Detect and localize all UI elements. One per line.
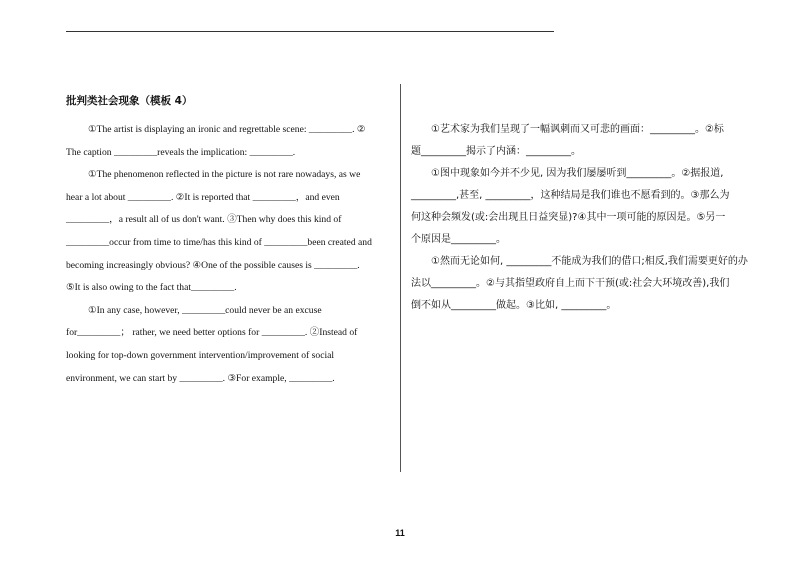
section-title: 批判类社会现象（模板 4） [66, 95, 193, 107]
text-line: for_________； rather, we need better options for _________. ②Instead of [66, 327, 358, 339]
english-paragraph-2 [66, 164, 388, 300]
text-line: _________,甚至, _________，这种结局是我们谁也不愿看到的。③那么为 [411, 190, 730, 201]
text-line: 题_________揭示了内涵：_________。 [411, 146, 581, 157]
text-line: ①艺术家为我们呈现了一幅讽刺而又可悲的画面：_________。②标 [431, 124, 724, 135]
text-line: looking for top-down government intervention/improvement of social [66, 349, 335, 361]
chinese-template-column [411, 119, 748, 317]
column-divider [400, 84, 401, 472]
text-line: ①然而无论如何, _________不能成为我们的借口;相反,我们需要更好的办 [431, 256, 748, 267]
text-line: becoming increasingly obvious? ④One of the possible causes is _________. [66, 259, 360, 271]
text-line: 何这种会频发(或:会出现且日益突显)?④其中一项可能的原因是。⑤另一 [411, 212, 726, 223]
text-line: The caption _________reveals the implication: _________. [66, 146, 296, 158]
text-line: environment, we can start by _________. ③For example, _________. [66, 372, 335, 384]
chinese-paragraph-1 [411, 119, 745, 163]
text-line: _________occur from time to time/has this kind of _________been created and [66, 236, 372, 248]
text-line: 倒不如从_________做起。③比如, _________。 [411, 300, 617, 311]
text-line: hear a lot about _________. ②It is reported that _________，and even [66, 191, 340, 203]
chinese-paragraph-3 [411, 251, 748, 317]
text-line: 个原因是_________。 [411, 234, 506, 245]
text-line: _________，a result all of us don't want. ③Then why does this kind of [66, 214, 342, 226]
english-paragraph-3 [66, 300, 388, 390]
text-line: 法以_________。②与其指望政府自上而下干预(或:社会大环境改善),我们 [411, 278, 730, 289]
english-template-column [66, 93, 388, 390]
text-line: ①In any case, however, _________could never be an excuse [88, 304, 322, 316]
chinese-paragraph-2 [411, 163, 745, 251]
text-line: ①图中现象如今并不少见, 因为我们屡屡听到_________。②据报道, [431, 168, 724, 179]
text-line: ①The artist is displaying an ironic and regrettable scene: _________. ② [88, 124, 366, 135]
text-line: ⑤It is also owing to the fact that_________. [66, 282, 237, 294]
header-rule [66, 31, 554, 32]
text-line: ①The phenomenon reflected in the picture is not rare nowadays, as we [88, 169, 361, 181]
page-number: 11 [395, 528, 405, 538]
english-paragraph-1 [66, 119, 388, 164]
